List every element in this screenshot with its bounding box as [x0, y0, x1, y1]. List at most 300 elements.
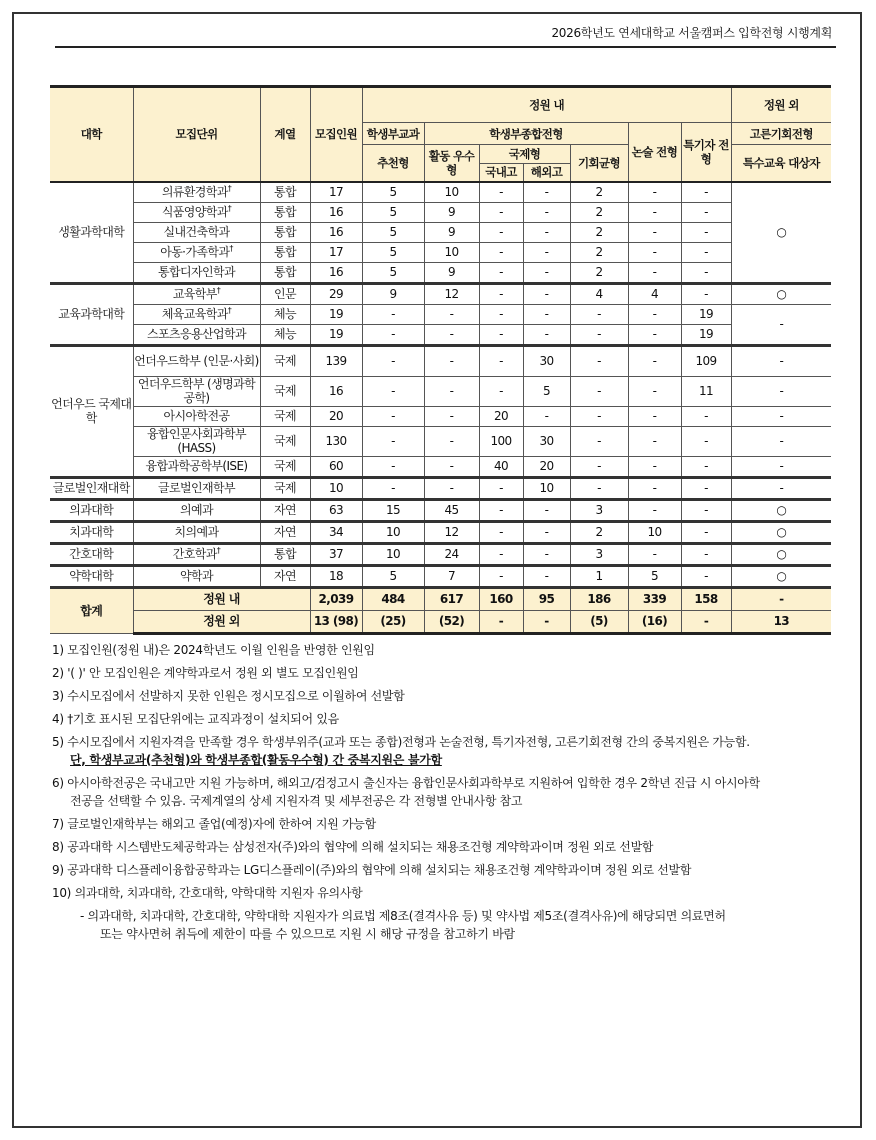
- unit-name: 교육학부: [172, 287, 217, 301]
- quota-value-cell: -: [362, 345, 424, 376]
- unit-name: 체육교육학과: [161, 307, 228, 321]
- quota-value-cell: 3: [570, 543, 628, 565]
- quota-value-cell: 3: [570, 499, 628, 521]
- table-row: [50, 222, 831, 242]
- header-in-quota: 정원 내: [362, 87, 731, 123]
- total-row-label: 정원 외: [133, 610, 310, 633]
- quota-value-cell: 45: [424, 499, 479, 521]
- quota-value-cell: -: [523, 324, 570, 345]
- quota-value-cell: -: [681, 406, 731, 426]
- quota-value-cell: -: [362, 304, 424, 324]
- track-cell: 국제: [260, 477, 310, 499]
- quota-value-cell: -: [570, 477, 628, 499]
- quota-value-cell: 9: [362, 283, 424, 304]
- quota-value-cell: -: [479, 521, 523, 543]
- note-6: [52, 774, 827, 810]
- quota-value-cell: 10: [310, 477, 362, 499]
- track-cell: 국제: [260, 345, 310, 376]
- quota-value-cell: -: [681, 283, 731, 304]
- quota-value-cell: -: [681, 456, 731, 477]
- header-college: 대학: [50, 87, 133, 182]
- quota-value-cell: -: [628, 406, 681, 426]
- special-education-cell: -: [731, 345, 831, 376]
- total-value-cell: (16): [628, 610, 681, 633]
- table-row: [50, 499, 831, 521]
- header-special-talent: 특기자 전형: [681, 123, 731, 182]
- total-row-label: 정원 내: [133, 587, 310, 610]
- quota-value-cell: 5: [628, 565, 681, 587]
- total-value-cell: -: [731, 587, 831, 610]
- quota-value-cell: -: [479, 565, 523, 587]
- unit-name: 아동·가족학과: [160, 245, 230, 259]
- quota-value-cell: -: [570, 345, 628, 376]
- note-5: [52, 733, 827, 769]
- table-row: [50, 543, 831, 565]
- quota-value-cell: -: [570, 426, 628, 456]
- total-value-cell: 617: [424, 587, 479, 610]
- quota-value-cell: -: [523, 499, 570, 521]
- special-education-cell: -: [731, 426, 831, 456]
- unit-cell: [133, 262, 260, 283]
- special-education-cell: ○: [731, 182, 831, 284]
- quota-value-cell: 2: [570, 182, 628, 203]
- quota-value-cell: 10: [424, 242, 479, 262]
- quota-value-cell: 12: [424, 283, 479, 304]
- teacher-course-mark: †: [229, 244, 233, 253]
- quota-value-cell: 37: [310, 543, 362, 565]
- unit-name: 언더우드학부 (생명과학공학): [137, 377, 256, 405]
- track-cell: 자연: [260, 565, 310, 587]
- quota-value-cell: 11: [681, 376, 731, 406]
- quota-value-cell: -: [628, 324, 681, 345]
- quota-value-cell: 17: [310, 242, 362, 262]
- quota-value-cell: -: [570, 304, 628, 324]
- quota-value-cell: 10: [362, 521, 424, 543]
- college-cell: 치과대학: [50, 521, 133, 543]
- quota-value-cell: 20: [479, 406, 523, 426]
- special-education-cell: ○: [731, 565, 831, 587]
- quota-value-cell: 5: [362, 222, 424, 242]
- quota-value-cell: 2: [570, 242, 628, 262]
- quota-value-cell: 2: [570, 262, 628, 283]
- unit-name: 실내건축학과: [163, 225, 230, 239]
- total-value-cell: (5): [570, 610, 628, 633]
- note-5-emphasis: 단, 학생부교과(추천형)와 학생부종합(활동우수형) 간 중복지원은 불가함: [70, 752, 442, 767]
- unit-cell: [133, 345, 260, 376]
- quota-value-cell: -: [479, 499, 523, 521]
- quota-value-cell: -: [479, 477, 523, 499]
- track-cell: 국제: [260, 426, 310, 456]
- quota-value-cell: -: [424, 345, 479, 376]
- quota-value-cell: -: [362, 376, 424, 406]
- unit-name: 의예과: [180, 503, 213, 517]
- quota-value-cell: 5: [362, 565, 424, 587]
- total-value-cell: 339: [628, 587, 681, 610]
- note-10-sub-cont: 또는 약사면허 취득에 제한이 따를 수 있으므로 지원 시 해당 규정을 참고하기 바람: [100, 926, 515, 941]
- special-education-cell: ○: [731, 521, 831, 543]
- page-content: [50, 85, 831, 948]
- header-recommendation: 추천형: [362, 145, 424, 182]
- unit-name: 융합과학공학부(ISE): [145, 459, 248, 473]
- quota-value-cell: 4: [570, 283, 628, 304]
- total-value-cell: -: [479, 610, 523, 633]
- quota-value-cell: 19: [310, 304, 362, 324]
- header-track: 계열: [260, 87, 310, 182]
- admission-quota-table: [50, 85, 831, 635]
- quota-value-cell: 29: [310, 283, 362, 304]
- track-cell: 인문: [260, 283, 310, 304]
- track-cell: 통합: [260, 182, 310, 203]
- table-row: [50, 242, 831, 262]
- quota-value-cell: 5: [362, 262, 424, 283]
- table-row: [50, 324, 831, 345]
- total-label: 합계: [50, 587, 133, 633]
- quota-value-cell: -: [479, 182, 523, 203]
- quota-value-cell: 60: [310, 456, 362, 477]
- table-row: [50, 376, 831, 406]
- header-overseas: 해외고: [523, 164, 570, 182]
- unit-cell: [133, 565, 260, 587]
- special-education-cell: -: [731, 456, 831, 477]
- header-activity: 활동 우수형: [424, 145, 479, 182]
- quota-value-cell: 10: [523, 477, 570, 499]
- quota-value-cell: 16: [310, 222, 362, 242]
- track-cell: 체능: [260, 324, 310, 345]
- quota-value-cell: -: [570, 406, 628, 426]
- header-equal-opportunity: 기회균형: [570, 145, 628, 182]
- note-7: 7) 글로벌인재학부는 해외고 졸업(예정)자에 한하여 지원 가능함: [52, 816, 376, 831]
- note-8: 8) 공과대학 시스템반도체공학과는 삼성전자(주)와의 협약에 의해 설치되는 채용조건형 계약학과이며 정원 외로 선발함: [52, 839, 654, 854]
- quota-value-cell: 16: [310, 376, 362, 406]
- quota-value-cell: 10: [628, 521, 681, 543]
- quota-value-cell: 9: [424, 222, 479, 242]
- quota-value-cell: -: [424, 477, 479, 499]
- teacher-course-mark: †: [227, 184, 232, 193]
- quota-value-cell: 5: [523, 376, 570, 406]
- quota-value-cell: 2: [570, 202, 628, 222]
- quota-value-cell: -: [681, 499, 731, 521]
- quota-value-cell: 16: [310, 262, 362, 283]
- quota-value-cell: -: [479, 345, 523, 376]
- unit-cell: [133, 222, 260, 242]
- track-cell: 통합: [260, 543, 310, 565]
- quota-value-cell: -: [479, 222, 523, 242]
- teacher-course-mark: †: [227, 204, 232, 213]
- quota-value-cell: -: [681, 477, 731, 499]
- note-5-text: 5) 수시모집에서 지원자격을 만족할 경우 학생부위주(교과 또는 종합)전형과 논술전형, 특기자전형, 고른기회전형 간의 중복지원은 가능함.: [52, 734, 750, 749]
- note-10: 10) 의과대학, 치과대학, 간호대학, 약학대학 지원자 유의사항: [52, 885, 363, 900]
- unit-name: 아시아학전공: [163, 409, 230, 423]
- quota-value-cell: -: [424, 304, 479, 324]
- quota-value-cell: -: [628, 222, 681, 242]
- quota-value-cell: -: [479, 202, 523, 222]
- unit-cell: [133, 283, 260, 304]
- quota-value-cell: -: [424, 376, 479, 406]
- total-value-cell: 484: [362, 587, 424, 610]
- unit-cell: [133, 182, 260, 203]
- quota-value-cell: 10: [362, 543, 424, 565]
- teacher-course-mark: †: [227, 306, 232, 315]
- table-row: [50, 202, 831, 222]
- header-school-record-subject: 학생부교과: [362, 123, 424, 145]
- total-row: [50, 587, 831, 610]
- quota-value-cell: 10: [424, 182, 479, 203]
- quota-value-cell: 5: [362, 202, 424, 222]
- quota-value-cell: 20: [523, 456, 570, 477]
- teacher-course-mark: †: [216, 286, 221, 295]
- quota-value-cell: 40: [479, 456, 523, 477]
- quota-value-cell: -: [628, 262, 681, 283]
- quota-value-cell: -: [523, 543, 570, 565]
- quota-value-cell: -: [424, 406, 479, 426]
- quota-value-cell: 7: [424, 565, 479, 587]
- table-row: [50, 283, 831, 304]
- unit-name: 글로벌인재학부: [158, 481, 235, 495]
- note-2: 2) '( )' 안 모집인원은 계약학과로서 정원 외 별도 모집인원임: [52, 665, 359, 680]
- quota-value-cell: -: [628, 543, 681, 565]
- unit-cell: [133, 242, 260, 262]
- quota-value-cell: -: [362, 324, 424, 345]
- unit-cell: [133, 477, 260, 499]
- quota-value-cell: -: [523, 202, 570, 222]
- note-6-text: 6) 아시아학전공은 국내고만 지원 가능하며, 해외고/검정고시 출신자는 융합인문사회과학부로 지원하여 입학한 경우 2학년 진급 시 아시아학: [52, 775, 760, 790]
- quota-value-cell: -: [681, 242, 731, 262]
- quota-value-cell: -: [681, 182, 731, 203]
- header-international: 국제형: [479, 145, 570, 164]
- unit-name: 언더우드학부 (인문·사회): [134, 354, 259, 368]
- track-cell: 국제: [260, 376, 310, 406]
- total-value-cell: 13 (98): [310, 610, 362, 633]
- header-unit: 모집단위: [133, 87, 260, 182]
- note-6-cont: 전공을 선택할 수 있음. 국제계열의 상세 지원자격 및 세부전공은 각 전형별 안내사항 참고: [70, 793, 523, 808]
- unit-cell: [133, 324, 260, 345]
- quota-value-cell: -: [479, 324, 523, 345]
- quota-value-cell: 30: [523, 345, 570, 376]
- quota-value-cell: 63: [310, 499, 362, 521]
- document-title: 2026학년도 연세대학교 서울캠퍼스 입학전형 시행계획: [551, 26, 832, 40]
- track-cell: 체능: [260, 304, 310, 324]
- table-row: [50, 477, 831, 499]
- table-row: [50, 182, 831, 203]
- track-cell: 통합: [260, 222, 310, 242]
- title-divider: [55, 46, 836, 48]
- total-value-cell: 95: [523, 587, 570, 610]
- quota-value-cell: -: [628, 426, 681, 456]
- track-cell: 통합: [260, 242, 310, 262]
- quota-value-cell: 2: [570, 521, 628, 543]
- total-row: [50, 610, 831, 633]
- quota-value-cell: 139: [310, 345, 362, 376]
- quota-value-cell: -: [681, 426, 731, 456]
- total-value-cell: 2,039: [310, 587, 362, 610]
- total-value-cell: 160: [479, 587, 523, 610]
- quota-value-cell: 2: [570, 222, 628, 242]
- note-9: 9) 공과대학 디스플레이융합공학과는 LG디스플레이(주)와의 협약에 의해 설치되는 채용조건형 계약학과이며 정원 외로 선발함: [52, 862, 692, 877]
- quota-value-cell: -: [424, 426, 479, 456]
- unit-cell: [133, 304, 260, 324]
- college-cell: 생활과학대학: [50, 182, 133, 284]
- quota-value-cell: 30: [523, 426, 570, 456]
- quota-value-cell: 19: [310, 324, 362, 345]
- quota-value-cell: -: [570, 324, 628, 345]
- quota-value-cell: -: [681, 202, 731, 222]
- college-cell: 언더우드 국제대학: [50, 345, 133, 477]
- special-education-cell: -: [731, 477, 831, 499]
- quota-value-cell: -: [681, 262, 731, 283]
- total-value-cell: 13: [731, 610, 831, 633]
- unit-cell: [133, 426, 260, 456]
- quota-value-cell: 109: [681, 345, 731, 376]
- quota-value-cell: -: [628, 242, 681, 262]
- quota-value-cell: 15: [362, 499, 424, 521]
- quota-value-cell: -: [681, 222, 731, 242]
- special-education-cell: -: [731, 304, 831, 345]
- quota-value-cell: -: [362, 426, 424, 456]
- total-value-cell: 186: [570, 587, 628, 610]
- quota-value-cell: -: [628, 182, 681, 203]
- note-10-sub-text: - 의과대학, 치과대학, 간호대학, 약학대학 지원자가 의료법 제8조(결격사유 등) 및 약사법 제5조(결격사유)에 해당되면 의료면허: [80, 908, 726, 923]
- quota-value-cell: 12: [424, 521, 479, 543]
- college-cell: 약학대학: [50, 565, 133, 587]
- quota-value-cell: 1: [570, 565, 628, 587]
- quota-value-cell: -: [628, 345, 681, 376]
- quota-value-cell: -: [479, 262, 523, 283]
- total-value-cell: -: [523, 610, 570, 633]
- quota-value-cell: -: [523, 283, 570, 304]
- total-value-cell: (52): [424, 610, 479, 633]
- track-cell: 자연: [260, 499, 310, 521]
- teacher-course-mark: †: [216, 546, 221, 555]
- track-cell: 국제: [260, 406, 310, 426]
- table-row: [50, 521, 831, 543]
- quota-value-cell: -: [479, 283, 523, 304]
- header-special-education: 특수교육 대상자: [731, 145, 831, 182]
- quota-value-cell: 5: [362, 242, 424, 262]
- note-3: 3) 수시모집에서 선발하지 못한 인원은 정시모집으로 이월하여 선발함: [52, 688, 405, 703]
- track-cell: 통합: [260, 202, 310, 222]
- quota-value-cell: -: [523, 262, 570, 283]
- note-4: 4) †기호 표시된 모집단위에는 교직과정이 설치되어 있음: [52, 711, 339, 726]
- quota-value-cell: -: [628, 456, 681, 477]
- quota-value-cell: -: [362, 406, 424, 426]
- quota-value-cell: 5: [362, 182, 424, 203]
- quota-value-cell: 18: [310, 565, 362, 587]
- college-cell: 의과대학: [50, 499, 133, 521]
- quota-value-cell: 20: [310, 406, 362, 426]
- quota-value-cell: -: [523, 521, 570, 543]
- table-row: [50, 426, 831, 456]
- quota-value-cell: -: [479, 242, 523, 262]
- unit-name: 치의예과: [174, 525, 219, 539]
- total-value-cell: -: [681, 610, 731, 633]
- track-cell: 국제: [260, 456, 310, 477]
- unit-cell: [133, 376, 260, 406]
- quota-value-cell: -: [479, 543, 523, 565]
- quota-value-cell: -: [523, 406, 570, 426]
- unit-name: 약학과: [180, 569, 213, 583]
- quota-value-cell: -: [628, 304, 681, 324]
- quota-value-cell: 19: [681, 304, 731, 324]
- note-10-sub: [52, 907, 827, 943]
- track-cell: 통합: [260, 262, 310, 283]
- header-balanced-opportunity: 고른기회전형: [731, 123, 831, 145]
- college-cell: 글로벌인재대학: [50, 477, 133, 499]
- header-school-record-comprehensive: 학생부종합전형: [424, 123, 628, 145]
- notes: [52, 641, 827, 943]
- quota-value-cell: 9: [424, 202, 479, 222]
- quota-value-cell: -: [424, 324, 479, 345]
- quota-value-cell: -: [628, 477, 681, 499]
- quota-value-cell: -: [523, 304, 570, 324]
- total-value-cell: 158: [681, 587, 731, 610]
- quota-value-cell: 17: [310, 182, 362, 203]
- quota-value-cell: 24: [424, 543, 479, 565]
- unit-cell: [133, 406, 260, 426]
- header-out-quota: 정원 외: [731, 87, 831, 123]
- quota-value-cell: -: [628, 499, 681, 521]
- quota-value-cell: 4: [628, 283, 681, 304]
- track-cell: 자연: [260, 521, 310, 543]
- unit-cell: [133, 543, 260, 565]
- special-education-cell: -: [731, 376, 831, 406]
- quota-value-cell: -: [681, 521, 731, 543]
- header-quota: 모집인원: [310, 87, 362, 182]
- unit-cell: [133, 499, 260, 521]
- unit-name: 간호학과: [172, 547, 217, 561]
- quota-value-cell: -: [523, 222, 570, 242]
- quota-value-cell: -: [479, 304, 523, 324]
- quota-value-cell: -: [424, 456, 479, 477]
- quota-value-cell: -: [628, 376, 681, 406]
- unit-name: 스포츠응용산업학과: [147, 327, 246, 341]
- unit-name: 통합디자인학과: [158, 265, 235, 279]
- quota-value-cell: -: [523, 242, 570, 262]
- table-row: [50, 456, 831, 477]
- quota-value-cell: 34: [310, 521, 362, 543]
- table-row: [50, 345, 831, 376]
- header-essay: 논술 전형: [628, 123, 681, 182]
- quota-value-cell: -: [681, 565, 731, 587]
- special-education-cell: -: [731, 406, 831, 426]
- header-domestic: 국내고: [479, 164, 523, 182]
- college-cell: 간호대학: [50, 543, 133, 565]
- special-education-cell: ○: [731, 499, 831, 521]
- quota-value-cell: 19: [681, 324, 731, 345]
- quota-value-cell: -: [570, 456, 628, 477]
- quota-value-cell: 100: [479, 426, 523, 456]
- note-1: 1) 모집인원(정원 내)은 2024학년도 이월 인원을 반영한 인원임: [52, 642, 375, 657]
- table-row: [50, 406, 831, 426]
- table-row: [50, 262, 831, 283]
- total-value-cell: (25): [362, 610, 424, 633]
- quota-value-cell: -: [479, 376, 523, 406]
- table-row: [50, 565, 831, 587]
- quota-value-cell: 130: [310, 426, 362, 456]
- unit-name: 의류환경학과: [161, 185, 228, 199]
- quota-value-cell: 16: [310, 202, 362, 222]
- quota-value-cell: -: [681, 543, 731, 565]
- unit-cell: [133, 521, 260, 543]
- quota-value-cell: -: [362, 456, 424, 477]
- table-row: [50, 304, 831, 324]
- unit-cell: [133, 202, 260, 222]
- table-body: [50, 182, 831, 634]
- quota-value-cell: 9: [424, 262, 479, 283]
- unit-name: 융합인문사회과학부 (HASS): [147, 427, 246, 455]
- quota-value-cell: -: [523, 182, 570, 203]
- quota-value-cell: -: [570, 376, 628, 406]
- special-education-cell: ○: [731, 283, 831, 304]
